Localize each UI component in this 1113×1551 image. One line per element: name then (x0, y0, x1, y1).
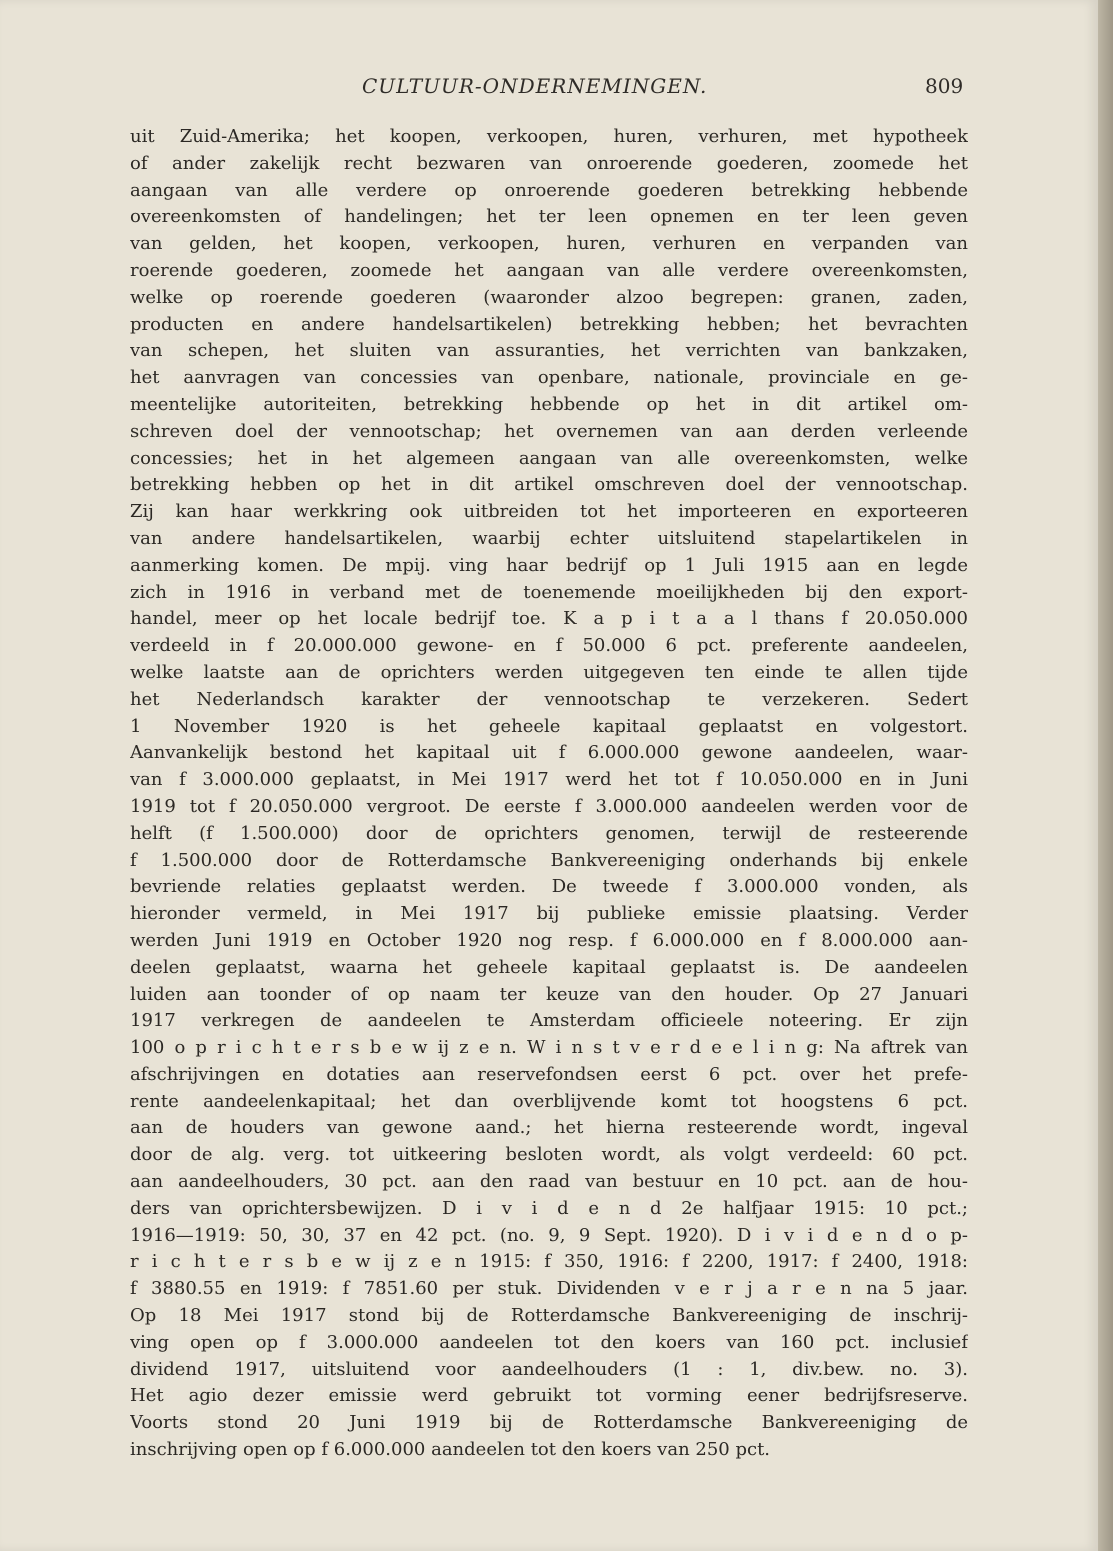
text-line: werden Juni 1919 en October 1920 nog resp. f 6.000.000 en f 8.000.000 aan- (130, 929, 968, 951)
text-line: producten en andere handelsartikelen) betrekking hebben; het bevrachten (130, 313, 968, 335)
text-line: 1916—1919: 50, 30, 37 en 42 pct. (no. 9, 9 Sept. 1920). D i v i d e n d o p- (130, 1224, 968, 1246)
text-line: ving open op f 3.000.000 aandeelen tot den koers van 160 pct. inclusief (130, 1331, 968, 1353)
text-line: dividend 1917, uitsluitend voor aandeelhouders (1 : 1, div.bew. no. 3). (130, 1358, 968, 1380)
text-line: rente aandeelenkapitaal; het dan overblijvende komt tot hoogstens 6 pct. (130, 1090, 968, 1112)
text-line: schreven doel der vennootschap; het overnemen van aan derden verleende (130, 420, 968, 442)
page-edge (1098, 0, 1113, 1551)
text-line: van f 3.000.000 geplaatst, in Mei 1917 werd het tot f 10.050.000 en in Juni (130, 769, 968, 791)
text-line: welke laatste aan de oprichters werden uitgegeven ten einde te allen tijde (130, 661, 968, 683)
text-line: roerende goederen, zoomede het aangaan van alle verdere overeenkomsten, (130, 259, 968, 281)
text-line: welke op roerende goederen (waaronder alzoo begrepen: granen, zaden, (130, 286, 968, 308)
text-line: van andere handelsartikelen, waarbij echter uitsluitend stapelartikelen in (130, 527, 968, 549)
text-line: handel, meer op het locale bedrijf toe. K a p i t a a l thans f 20.050.000 (130, 608, 968, 630)
text-line: 1917 verkregen de aandeelen te Amsterdam officieele noteering. Er zijn (130, 1010, 968, 1032)
body-text (130, 124, 968, 1464)
text-line: meentelijke autoriteiten, betrekking hebbende op het in dit artikel om- (130, 393, 968, 415)
text-line: hieronder vermeld, in Mei 1917 bij publieke emissie plaatsing. Verder (130, 903, 968, 925)
text-line: 1919 tot f 20.050.000 vergroot. De eerste f 3.000.000 aandeelen werden voor de (130, 795, 968, 817)
text-line: aanmerking komen. De mpij. ving haar bedrijf op 1 Juli 1915 aan en legde (130, 554, 968, 576)
page-header (0, 74, 1098, 104)
text-line: van schepen, het sluiten van assuranties, het verrichten van bankzaken, (130, 340, 968, 362)
text-line: inschrijving open op f 6.000.000 aandeelen tot den koers van 250 pct. (130, 1439, 771, 1461)
text-line: f 3880.55 en 1919: f 7851.60 per stuk. Dividenden v e r j a r e n na 5 jaar. (130, 1278, 968, 1300)
text-line: zich in 1916 in verband met de toenemende moeilijkheden bij den export- (130, 581, 968, 603)
text-line: helft (f 1.500.000) door de oprichters genomen, terwijl de resteerende (130, 822, 968, 844)
running-head: CULTUUR-ONDERNEMINGEN. (362, 74, 708, 98)
text-line: f 1.500.000 door de Rotterdamsche Bankvereeniging onderhands bij enkele (130, 849, 968, 871)
text-line: overeenkomsten of handelingen; het ter leen opnemen en ter leen geven (130, 206, 968, 228)
text-line: betrekking hebben op het in dit artikel omschreven doel der vennootschap. (130, 474, 968, 496)
text-line: uit Zuid-Amerika; het koopen, verkoopen, huren, verhuren, met hypotheek (130, 126, 968, 147)
text-line: concessies; het in het algemeen aangaan van alle overeenkomsten, welke (130, 447, 968, 469)
text-line: bevriende relaties geplaatst werden. De tweede f 3.000.000 vonden, als (130, 876, 968, 898)
text-line: verdeeld in f 20.000.000 gewone- en f 50.000 6 pct. preferente aandeelen, (130, 635, 968, 657)
text-line: ders van oprichtersbewijzen. D i v i d e n d 2e halfjaar 1915: 10 pct.; (130, 1197, 968, 1219)
text-line: Op 18 Mei 1917 stond bij de Rotterdamsche Bankvereeniging de inschrij- (130, 1305, 968, 1327)
text-line: van gelden, het koopen, verkoopen, huren, verhuren en verpanden van (130, 233, 968, 255)
text-line: Het agio dezer emissie werd gebruikt tot vorming eener bedrijfsreserve. (130, 1385, 968, 1407)
text-line: r i c h t e r s b e w ij z e n 1915: f 350, 1916: f 2200, 1917: f 2400, 1918: (130, 1251, 968, 1273)
text-line: aan aandeelhouders, 30 pct. aan den raad van bestuur en 10 pct. aan de hou- (130, 1171, 968, 1193)
text-line: of ander zakelijk recht bezwaren van onroerende goederen, zoomede het (130, 152, 968, 174)
text-line: afschrijvingen en dotaties aan reservefondsen eerst 6 pct. over het prefe- (130, 1063, 968, 1085)
page-number: 809 (925, 74, 964, 98)
text-line: 1 November 1920 is het geheele kapitaal geplaatst en volgestort. (130, 715, 968, 737)
text-line: aangaan van alle verdere op onroerende goederen betrekking hebbende (130, 179, 968, 201)
text-line: het Nederlandsch karakter der vennootschap te verzekeren. Sedert (130, 688, 968, 710)
text-line: deelen geplaatst, waarna het geheele kapitaal geplaatst is. De aandeelen (130, 956, 968, 978)
text-line: door de alg. verg. tot uitkeering besloten wordt, als volgt verdeeld: 60 pct. (130, 1144, 968, 1166)
text-line: Aanvankelijk bestond het kapitaal uit f 6.000.000 gewone aandeelen, waar- (130, 742, 968, 764)
text-line: het aanvragen van concessies van openbare, nationale, provinciale en ge- (130, 367, 968, 389)
text-line: aan de houders van gewone aand.; het hierna resteerende wordt, ingeval (130, 1117, 968, 1139)
text-line: Zij kan haar werkkring ook uitbreiden tot het importeeren en exporteeren (130, 501, 968, 523)
text-line: 100 o p r i c h t e r s b e w ij z e n. W i n s t v e r d e e l i n g: Na aftrek van (130, 1037, 968, 1059)
text-line: Voorts stond 20 Juni 1919 bij de Rotterdamsche Bankvereeniging de (130, 1412, 968, 1434)
text-line: luiden aan toonder of op naam ter keuze van den houder. Op 27 Januari (130, 983, 968, 1005)
